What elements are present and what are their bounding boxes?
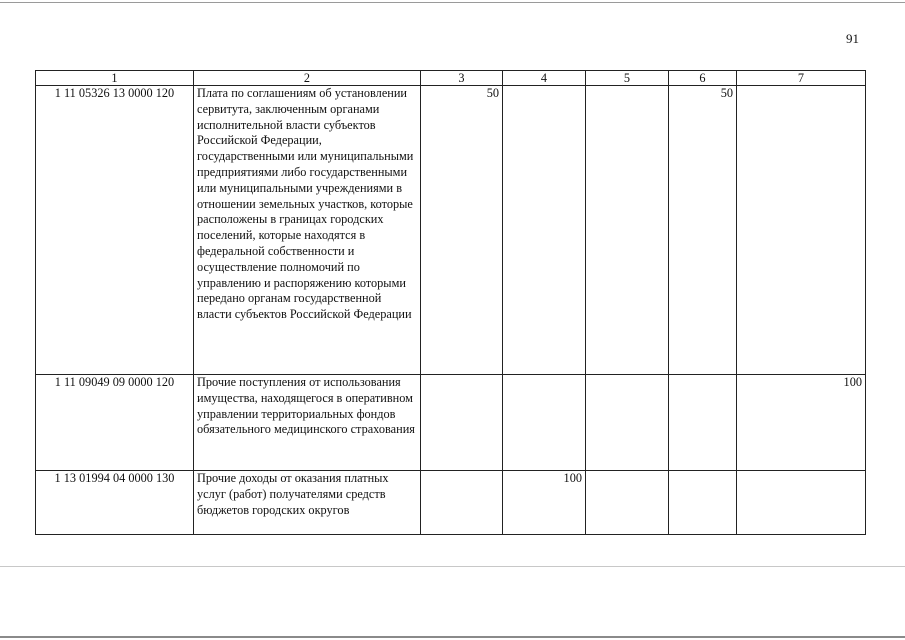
value-cell-5 <box>586 375 669 471</box>
value-cell-3 <box>421 471 503 535</box>
table-row <box>36 471 866 535</box>
value-cell-3: 50 <box>421 86 503 375</box>
column-header-5: 5 <box>586 71 669 86</box>
value-cell-4: 100 <box>503 471 586 535</box>
revenue-code-cell: 1 13 01994 04 0000 130 <box>36 471 194 535</box>
page-number: 91 <box>846 31 859 46</box>
column-header-4: 4 <box>503 71 586 86</box>
revenue-name-cell: Прочие поступления от использования имущества, находящегося в оперативном управлении территориальных фондов обязательного медицинского страхования <box>194 375 421 471</box>
revenue-code-cell: 1 11 09049 09 0000 120 <box>36 375 194 471</box>
scan-edge-middle <box>0 566 905 567</box>
value-cell-5 <box>586 471 669 535</box>
table-row <box>36 86 866 375</box>
value-cell-7 <box>737 471 866 535</box>
column-header-7: 7 <box>737 71 866 86</box>
table-row <box>36 375 866 471</box>
revenue-code-cell: 1 11 05326 13 0000 120 <box>36 86 194 375</box>
value-cell-7: 100 <box>737 375 866 471</box>
value-cell-6: 50 <box>669 86 737 375</box>
value-cell-6 <box>669 471 737 535</box>
value-cell-4 <box>503 86 586 375</box>
header-row <box>36 71 866 86</box>
revenue-name-cell: Плата по соглашениям об установлении сервитута, заключенным органами исполнительной власти субъектов Российской Федерации, государственными или муниципальными предприятиями либо государственными или муниципальными учреждениями в отношении земельных участков, которые расположены в границах городских поселений, которые находятся в федеральной собственности и осуществление полномочий по управлению и распоряжению которыми передано органам государственной власти субъектов Российской Федерации <box>194 86 421 375</box>
revenue-table <box>35 70 866 535</box>
value-cell-4 <box>503 375 586 471</box>
revenue-name-cell: Прочие доходы от оказания платных услуг (работ) получателями средств бюджетов городских округов <box>194 471 421 535</box>
value-cell-7 <box>737 86 866 375</box>
column-header-3: 3 <box>421 71 503 86</box>
scan-edge-top <box>0 2 905 3</box>
column-header-6: 6 <box>669 71 737 86</box>
value-cell-6 <box>669 375 737 471</box>
column-header-1: 1 <box>36 71 194 86</box>
scan-edge-bottom <box>0 636 905 638</box>
value-cell-3 <box>421 375 503 471</box>
value-cell-5 <box>586 86 669 375</box>
column-header-2: 2 <box>194 71 421 86</box>
